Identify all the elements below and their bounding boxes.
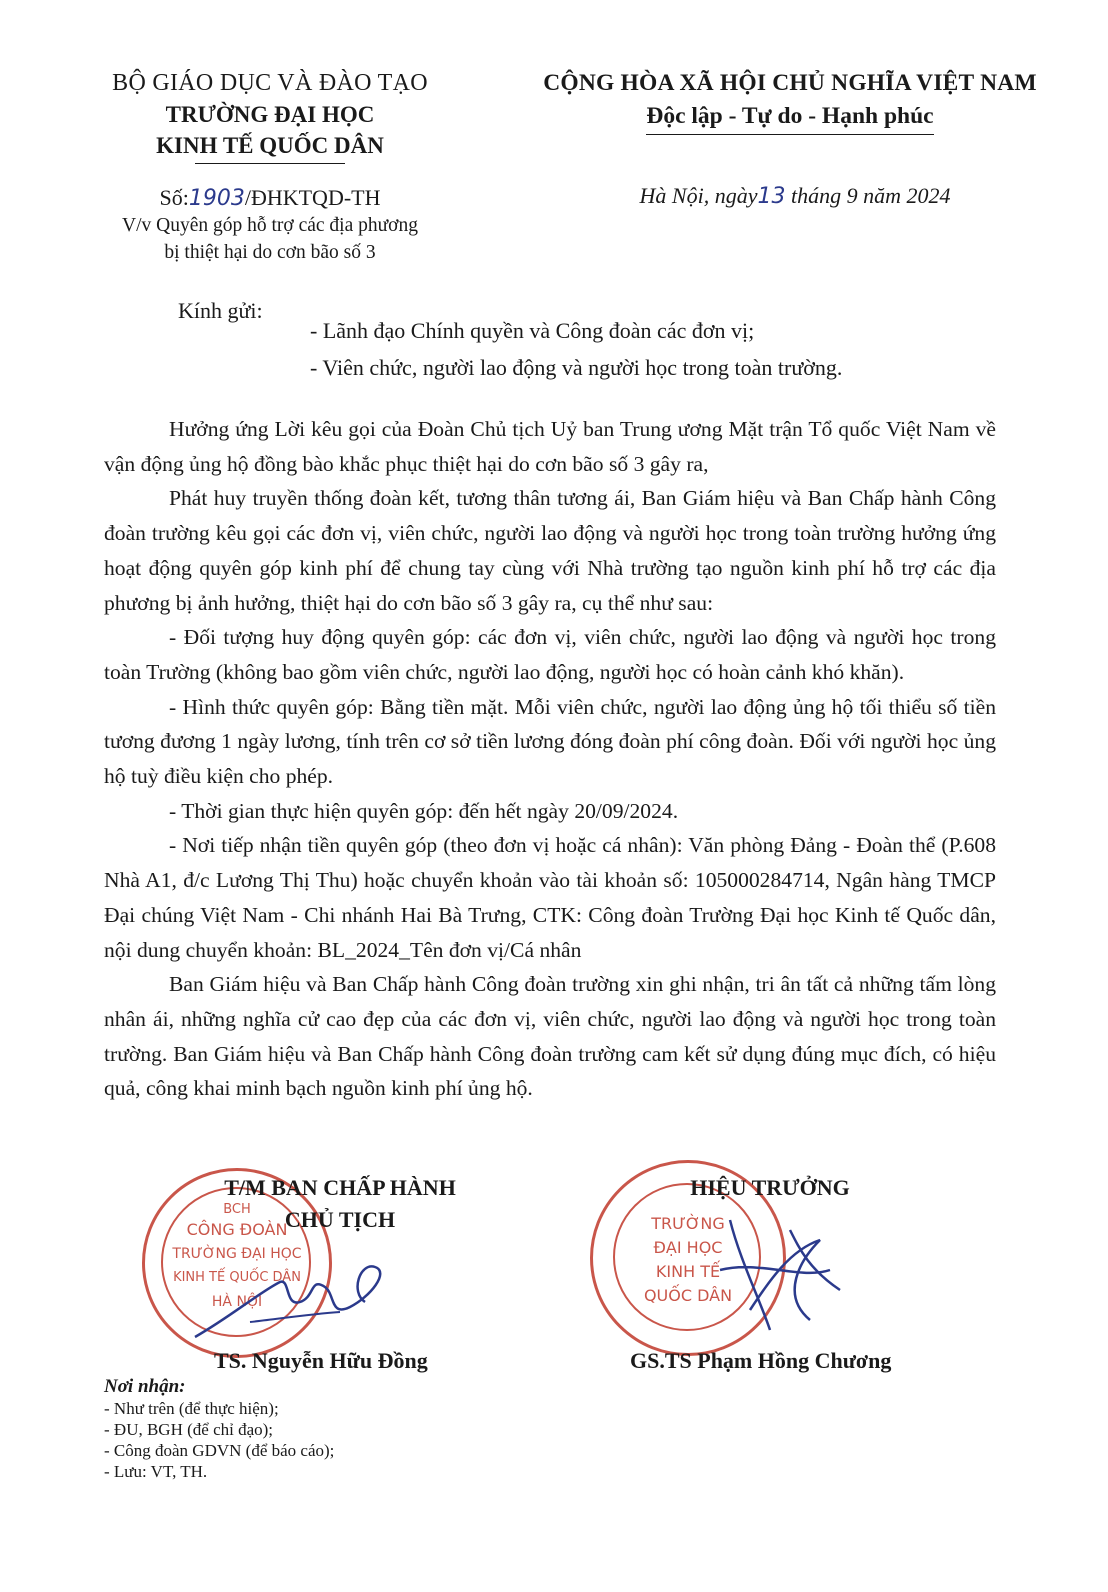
ministry-name: BỘ GIÁO DỤC VÀ ĐÀO TẠO <box>112 70 428 96</box>
recipient-item: - Lãnh đạo Chính quyền và Công đoàn các đơn vị; <box>310 318 755 343</box>
document-subject <box>60 212 480 266</box>
stamp-text: ĐẠI HỌC <box>653 1238 723 1257</box>
union-role: CHỦ TỊCH <box>284 1207 396 1232</box>
handwritten-day: 13 <box>757 184 786 209</box>
paragraph-thanks: Ban Giám hiệu và Ban Chấp hành Công đoàn trường xin ghi nhận, tri ân tất cả những tấm lòng nhân ái, những nghĩa cử cao đẹp của các đơn vị, viên chức, người lao động và người học trong toàn trường. Ban Giám hiệu và Ban Chấp hành Công đoàn trường cam kết sử dụng đúng mục đích, có hiệu quả, công khai minh bạch nguồn kinh phí ủng hộ. <box>104 972 996 1101</box>
paragraph-call: Hưởng ứng Lời kêu gọi của Đoàn Chủ tịch Uỷ ban Trung ương Mặt trận Tổ quốc Việt Nam về vận động ủng hộ đồng bào khắc phục thiệt hại do cơn bão số 3 gây ra, <box>104 417 996 476</box>
national-title-block <box>510 68 1070 135</box>
document-number <box>60 184 480 213</box>
distribution-list <box>104 1376 524 1482</box>
stamp-text: TRƯỜNG <box>651 1214 725 1233</box>
rector-title: HIỆU TRƯỞNG <box>690 1175 850 1200</box>
recipient-item: - Viên chức, người lao động và người học trong toàn trường. <box>310 355 843 380</box>
paragraph-appeal: Phát huy truyền thống đoàn kết, tương thân tương ái, Ban Giám hiệu và Ban Chấp hành Công đoàn trường kêu gọi các đơn vị, viên chức, người lao động và người học trong toàn trường hưởng ứng hoạt động quyên góp kinh phí để chung tay cùng với Nhà trường tạo nguồn kinh phí hỗ trợ các địa phương bị ảnh hưởng, thiệt hại do cơn bão số 3 gây ra, cụ thể như sau: <box>104 486 996 615</box>
paragraph-form: - Hình thức quyên góp: Bằng tiền mặt. Mỗi viên chức, người lao động ủng hộ tối thiểu số tiền tương đương 1 ngày lương, tính trên cơ sở tiền lương đóng đoàn phí công đoàn. Đối với người học ủng hộ tuỳ điều kiện cho phép. <box>104 694 996 789</box>
number-prefix: Số: <box>159 185 189 210</box>
stamp-text: TRƯỜNG ĐẠI HỌC <box>172 1246 302 1262</box>
distribution-item: - Lưu: VT, TH. <box>104 1462 208 1481</box>
number-suffix: /ĐHKTQD-TH <box>244 185 381 210</box>
national-motto: Độc lập - Tự do - Hạnh phúc <box>646 99 933 135</box>
union-chair-name: TS. Nguyễn Hữu Đồng <box>214 1348 428 1373</box>
union-title: T/M BAN CHẤP HÀNH <box>224 1175 456 1200</box>
recipients-label: Kính gửi: <box>178 298 263 323</box>
issuer-block <box>60 68 480 164</box>
stamp-text: CÔNG ĐOÀN <box>186 1220 288 1239</box>
paragraph-receiving: - Nơi tiếp nhận tiền quyên góp (theo đơn vị hoặc cá nhân): Văn phòng Đảng - Đoàn thể (P.608 Nhà A1, đ/c Lương Thị Thu) hoặc chuyển khoản vào tài khoản số: 105000284714, Ngân hàng TMCP Đại chúng Việt Nam - Chi nhánh Hai Bà Trưng, CTK: Công đoàn Trường Đại học Kinh tế Quốc dân, nội dung chuyển khoản: BL_2024_Tên đơn vị/Cá nhân <box>104 833 996 962</box>
stamp-text: QUỐC DÂN <box>643 1286 733 1305</box>
rector-signature <box>700 1200 850 1340</box>
republic-title: CỘNG HÒA XÃ HỘI CHỦ NGHĨA VIỆT NAM <box>543 70 1037 96</box>
body-text <box>104 412 996 1106</box>
union-chair-signature <box>190 1262 400 1346</box>
stamp-text: KINH TẾ QUỐC DÂN <box>173 1270 301 1285</box>
distribution-item: - Như trên (để thực hiện); <box>104 1399 279 1418</box>
subject-line-1: V/v Quyên góp hỗ trợ các địa phương <box>121 215 418 236</box>
union-signature-block <box>140 1172 540 1236</box>
distribution-label: Nơi nhận: <box>104 1376 186 1397</box>
rector-name: GS.TS Phạm Hồng Chương <box>630 1348 892 1373</box>
paragraph-deadline: - Thời gian thực hiện quyên góp: đến hết ngày 20/09/2024. <box>169 798 679 823</box>
date-prefix: Hà Nội, ngày <box>639 183 758 208</box>
paragraph-target: - Đối tượng huy động quyên góp: các đơn vị, viên chức, người lao động và người học trong toàn Trường (không bao gồm viên chức, người lao động, người học có hoàn cảnh khó khăn). <box>104 625 996 684</box>
stamp-text: HÀ NỘI <box>211 1294 263 1310</box>
subject-line-2: bị thiệt hại do cơn bão số 3 <box>164 242 376 263</box>
stamp-text: BCH <box>223 1202 251 1217</box>
school-name-line2: KINH TẾ QUỐC DÂN <box>156 133 384 158</box>
issuer-underline <box>195 163 345 164</box>
school-name-line1: TRƯỜNG ĐẠI HỌC <box>165 102 375 127</box>
distribution-item: - ĐU, BGH (để chỉ đạo); <box>104 1420 274 1439</box>
issue-date <box>560 182 1030 211</box>
handwritten-number: 1903 <box>188 186 245 211</box>
date-suffix: tháng 9 năm 2024 <box>790 183 951 208</box>
stamp-text: KINH TẾ <box>655 1262 721 1281</box>
distribution-item: - Công đoàn GDVN (để báo cáo); <box>104 1441 335 1460</box>
